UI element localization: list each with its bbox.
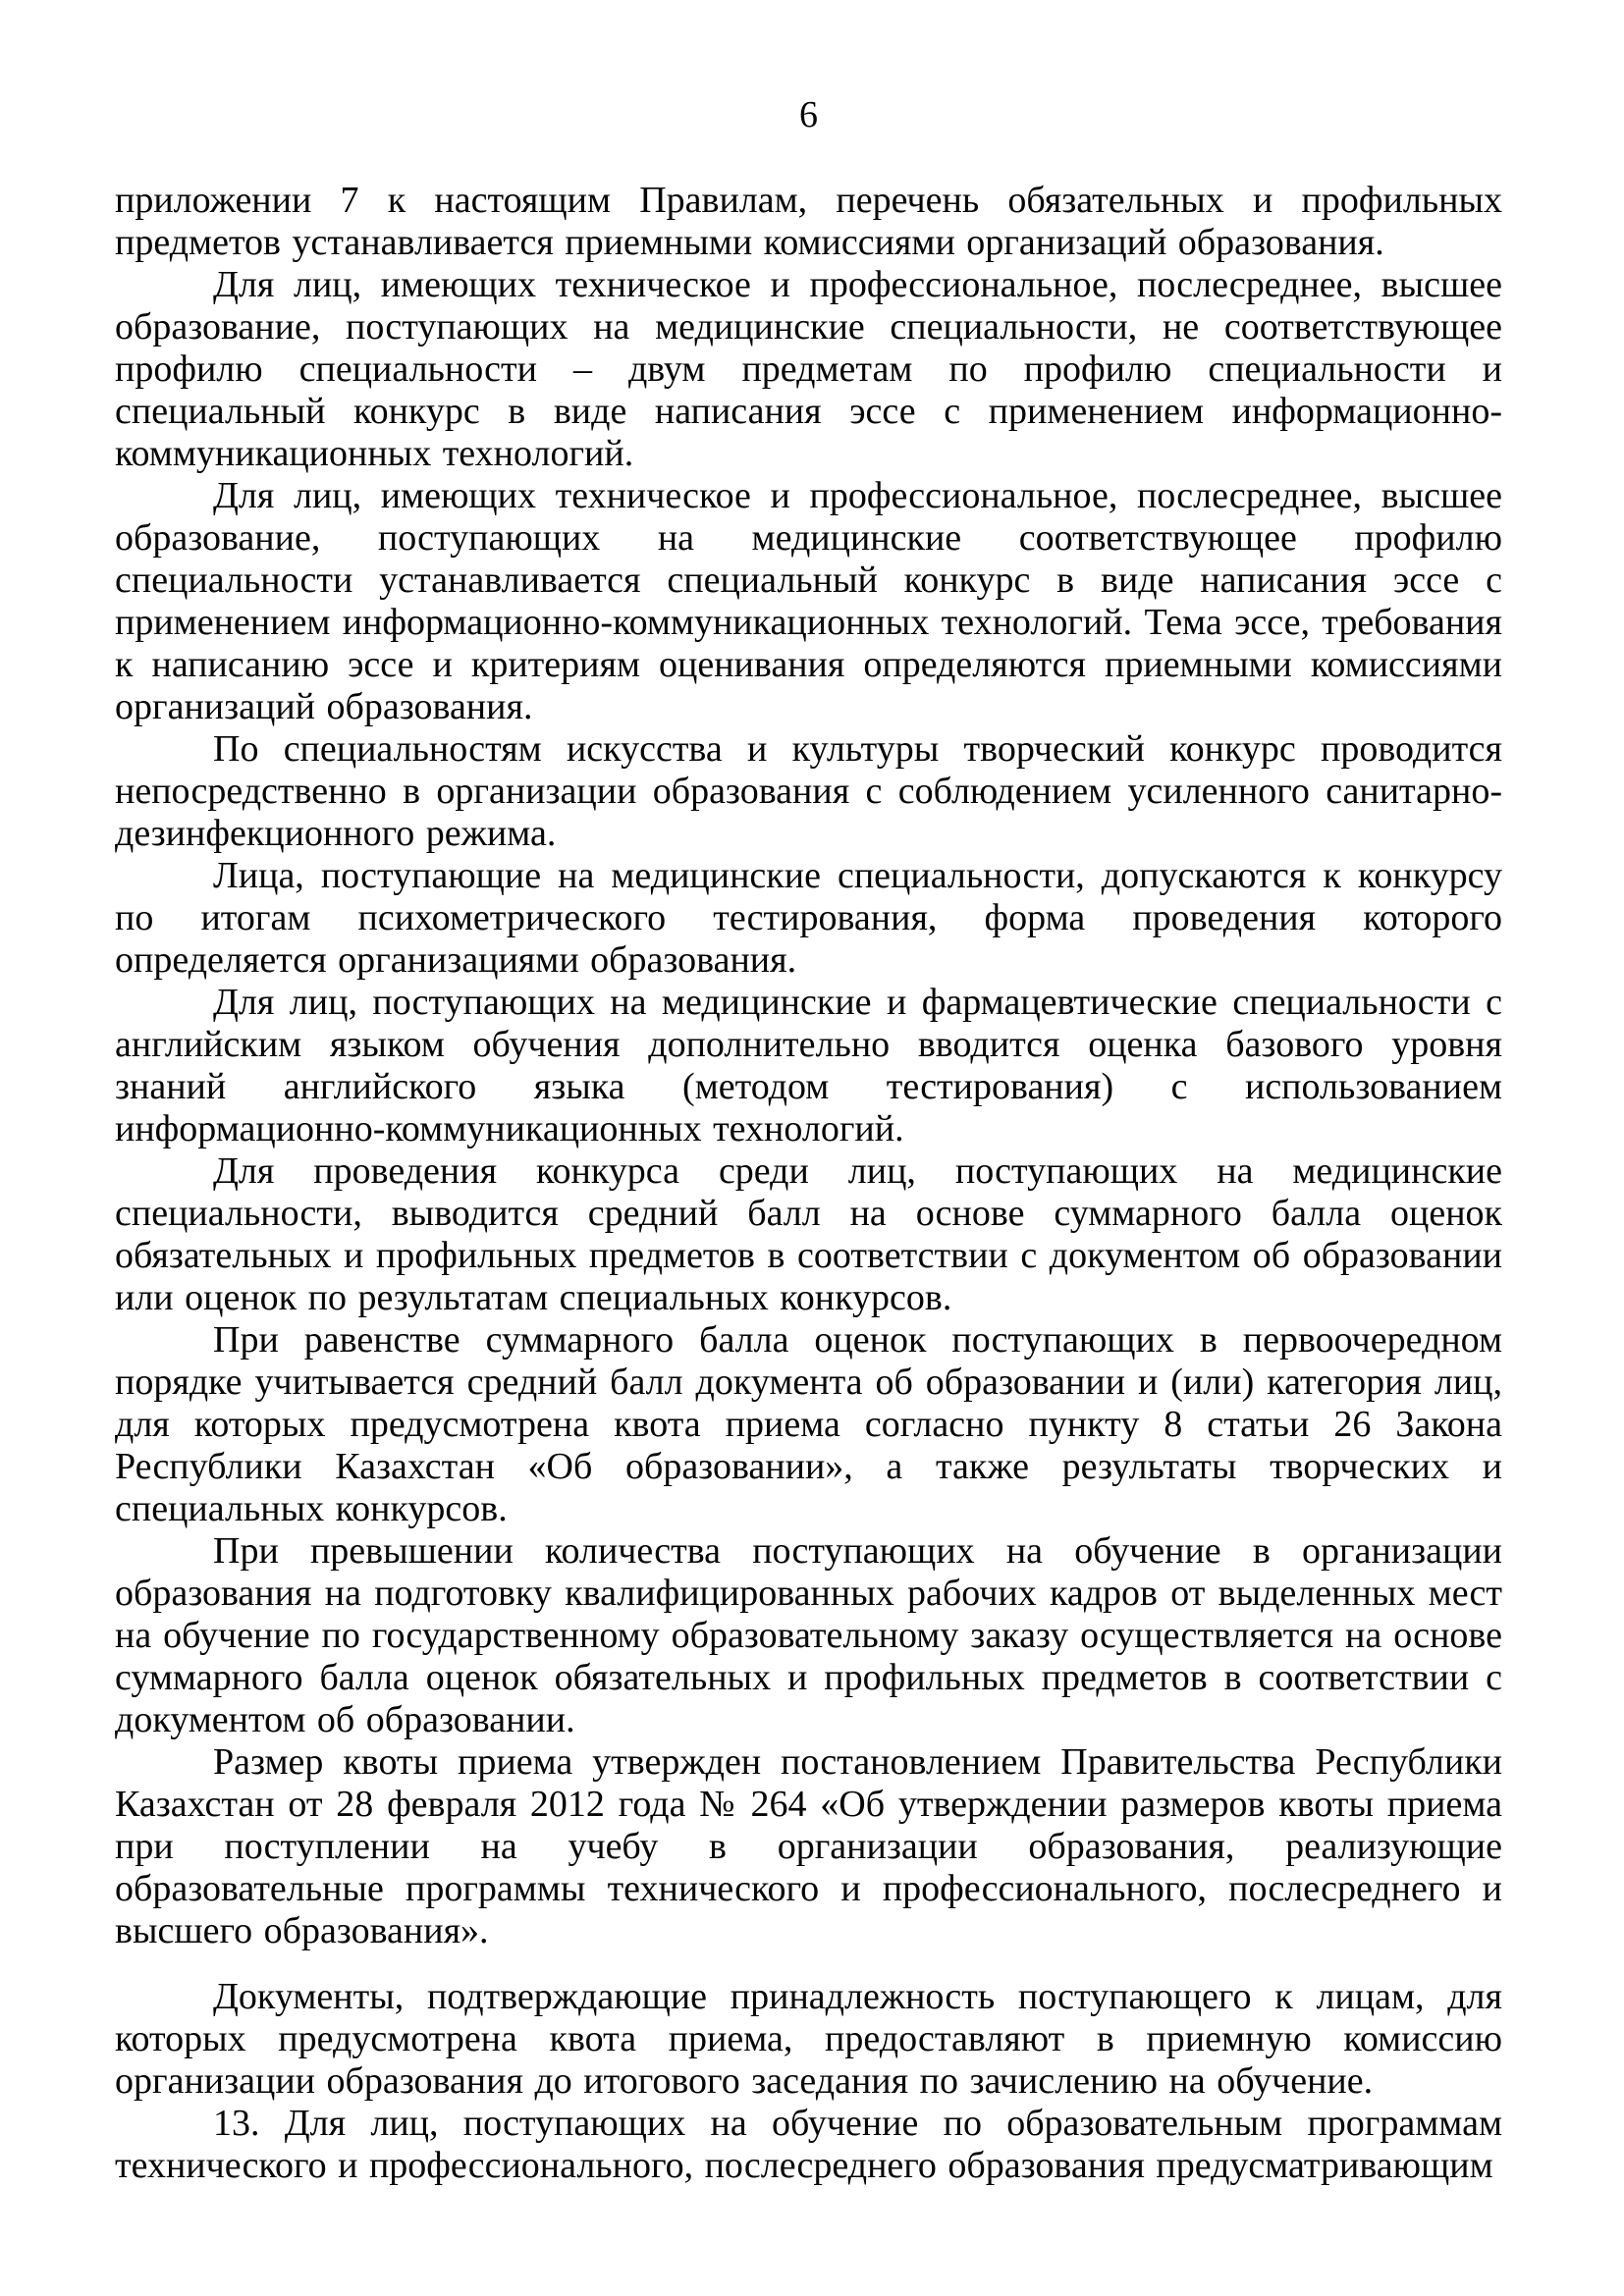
paragraph-4: По специальностям искусства и культуры творческий конкурс проводится непосредственно в организации образования с соблюдением усиленного санитарно-дезинфекционного режима. <box>115 728 1502 854</box>
paragraph-9: При превышении количества поступающих на обучение в организации образования на подготовку квалифицированных рабочих кадров от выделенных мест на обучение по государственному образовательному заказу осуществляется на основе суммарного балла оценок обязательных и профильных предметов в соответствии с документом об образовании. <box>115 1530 1502 1740</box>
paragraph-3: Для лиц, имеющих техническое и профессиональное, послесреднее, высшее образование, поступающих на медицинские соответствующее профилю специальности устанавливается специальный конкурс в виде написания эссе с применением информационно-коммуникационных технологий. Тема эссе, требования к написанию эссе и критериям оценивания определяются приемными комиссиями организаций образования. <box>115 475 1502 727</box>
paragraph-1: приложении 7 к настоящим Правилам, перечень обязательных и профильных предметов устанавливается приемными комиссиями организаций образования. <box>115 180 1502 263</box>
paragraph-2: Для лиц, имеющих техническое и профессиональное, послесреднее, высшее образование, поступающих на медицинские специальности, не соответствующее профилю специальности – двум предметам по профилю специальности и специальный конкурс в виде написания эссе с применением информационно-коммуникационных технологий. <box>115 264 1502 474</box>
paragraph-8: При равенстве суммарного балла оценок поступающих в первоочередном порядке учитывается средний балл документа об образовании и (или) категория лиц, для которых предусмотрена квота приема согласно пункту 8 статьи 26 Закона Республики Казахстан «Об образовании», а также результаты творческих и специальных конкурсов. <box>115 1319 1502 1529</box>
paragraph-12: 13. Для лиц, поступающих на обучение по образовательным программам технического и профессионального, послесреднего образования предусматривающим <box>115 2103 1502 2186</box>
page-number: 6 <box>799 94 818 135</box>
paragraph-7: Для проведения конкурса среди лиц, поступающих на медицинские специальности, выводится средний балл на основе суммарного балла оценок обязательных и профильных предметов в соответствии с документом об образовании или оценок по результатам специальных конкурсов. <box>115 1150 1502 1318</box>
paragraph-5: Лица, поступающие на медицинские специальности, допускаются к конкурсу по итогам психометрического тестирования, форма проведения которого определяется организациями образования. <box>115 855 1502 981</box>
paragraph-10: Размер квоты приема утвержден постановлением Правительства Республики Казахстан от 28 февраля 2012 года № 264 «Об утверждении размеров квоты приема при поступлении на учебу в организации образования, реализующие образовательные программы технического и профессионального, послесреднего и высшего образования». <box>115 1741 1502 1951</box>
paragraph-6: Для лиц, поступающих на медицинские и фармацевтические специальности с английским языком обучения дополнительно вводится оценка базового уровня знаний английского языка (методом тестирования) с использованием информационно-коммуникационных технологий. <box>115 982 1502 1149</box>
paragraph-11: Документы, подтверждающие принадлежность поступающего к лицам, для которых предусмотрена квота приема, предоставляют в приемную комиссию организации образования до итогового заседания по зачислению на обучение. <box>115 1976 1502 2102</box>
